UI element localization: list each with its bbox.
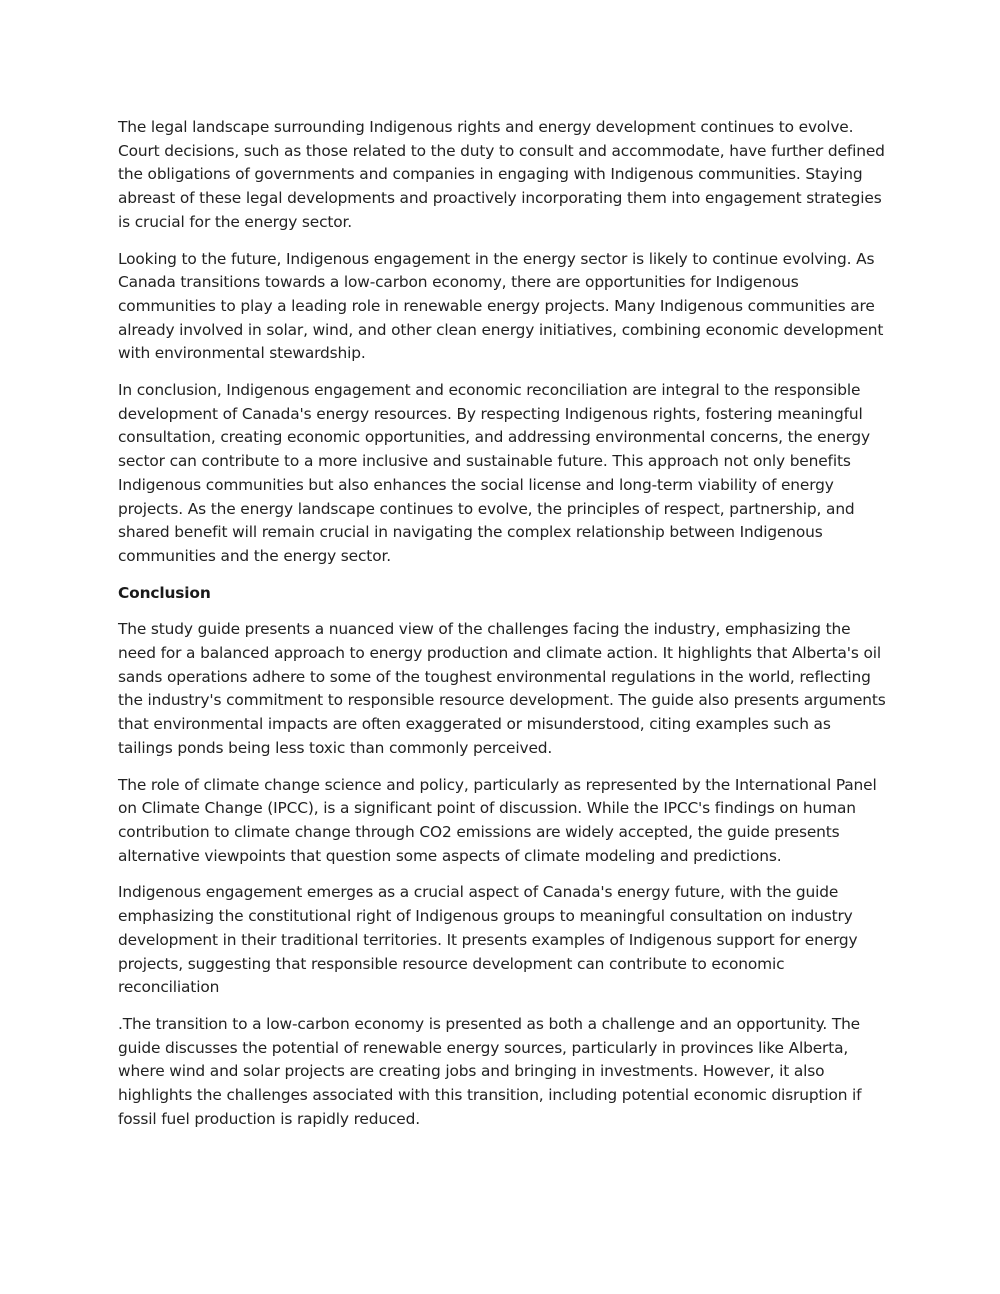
- paragraph-future-engagement: Looking to the future, Indigenous engagement in the energy sector is likely to continue evolving. As Canada transitions towards a low-carbon economy, there are opportunities for Indigenous communities to play a leading role in renewable energy projects. Many Indigenous communities are already involved in solar, wind, and other clean energy initiatives, combining economic development with environmental stewardship.: [118, 249, 884, 363]
- paragraph-study-guide: The study guide presents a nuanced view of the challenges facing the industry, emphasizing the need for a balanced approach to energy production and climate action. It highlights that Alberta's oil sands operations adhere to some of the toughest environmental regulations in the world, reflecting the industry's commitment to responsible resource development. The guide also presents arguments that environmental impacts are often exaggerated or misunderstood, citing examples such as tailings ponds being less toxic than commonly perceived.: [118, 620, 886, 757]
- document-page: [118, 116, 888, 1144]
- paragraph-in-conclusion: In conclusion, Indigenous engagement and economic reconciliation are integral to the responsible development of Canada's energy resources. By respecting Indigenous rights, fostering meaningful consultation, creating economic opportunities, and addressing environmental concerns, the energy sector can contribute to a more inclusive and sustainable future. This approach not only benefits Indigenous communities but also enhances the social license and long-term viability of energy projects. As the energy landscape continues to evolve, the principles of respect, partnership, and shared benefit will remain crucial in navigating the complex relationship between Indigenous communities and the energy sector.: [118, 381, 870, 565]
- paragraph-legal-landscape: The legal landscape surrounding Indigenous rights and energy development continues to evolve. Court decisions, such as those related to the duty to consult and accommodate, have further defined the obligations of governments and companies in engaging with Indigenous communities. Staying abreast of these legal developments and proactively incorporating them into engagement strategies is crucial for the energy sector.: [118, 118, 885, 231]
- paragraph-low-carbon-transition: .The transition to a low-carbon economy is presented as both a challenge and an opportunity. The guide discusses the potential of renewable energy sources, particularly in provinces like Alberta, where wind and solar projects are creating jobs and bringing in investments. However, it also highlights the challenges associated with this transition, including potential economic disruption if fossil fuel production is rapidly reduced.: [118, 1014, 862, 1128]
- paragraph-indigenous-engagement: Indigenous engagement emerges as a crucial aspect of Canada's energy future, with the guide emphasizing the constitutional right of Indigenous groups to meaningful consultation on industry development in their traditional territories. It presents examples of Indigenous support for energy projects, suggesting that responsible resource development can contribute to economic reconciliation: [118, 883, 858, 997]
- paragraph-climate-science: The role of climate change science and policy, particularly as represented by the International Panel on Climate Change (IPCC), is a significant point of discussion. While the IPCC's findings on human contribution to climate change through CO2 emissions are widely accepted, the guide presents alternative viewpoints that question some aspects of climate modeling and predictions.: [118, 775, 877, 865]
- section-heading-conclusion: Conclusion: [118, 583, 211, 602]
